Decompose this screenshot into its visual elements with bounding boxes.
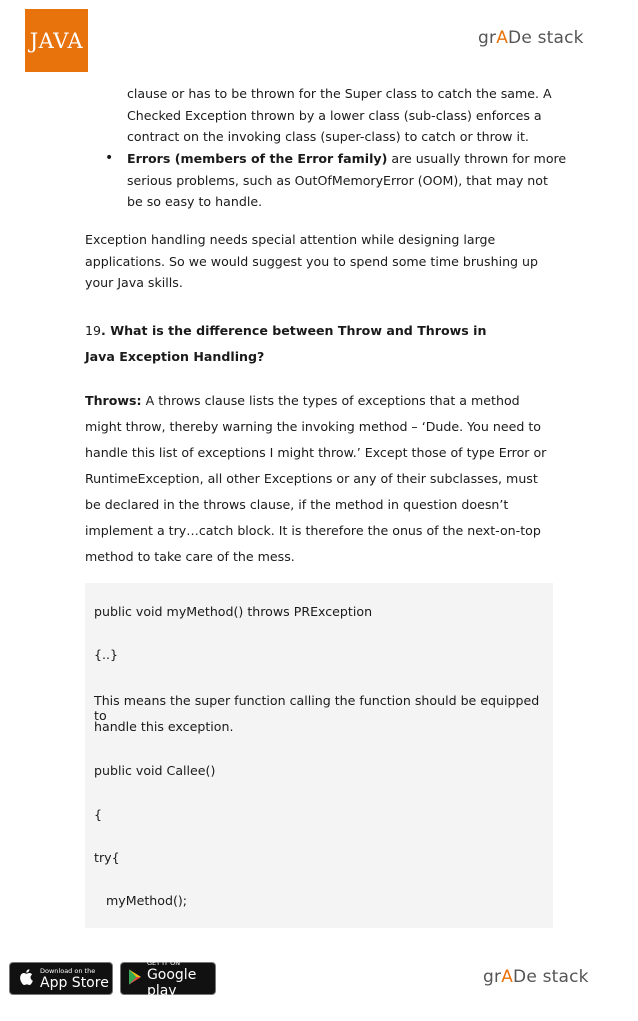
badge-small-text: GET IT ON [146, 958, 181, 967]
java-logo [25, 9, 88, 72]
throws-paragraph [85, 388, 555, 570]
gradestack-logo-top [478, 28, 584, 48]
bullet-dot: • [105, 150, 114, 166]
bullet-bold: Errors (members of the Error family) [127, 151, 388, 166]
brand-accent: A [496, 28, 509, 48]
throws-text: A throws clause lists the types of exceptions that a method might throw, thereby warning the invoking method – ‘Dude. You need to handle this list of exceptions I might throw.’ Except those of type Error or RuntimeException, all other Exceptions or any of their subclasses, must be declared in the throws clause, if the method in question doesn’t implement a try…catch block. It is therefore the onus of the next-on-top method to take care of the mess. [85, 393, 547, 564]
bullet-continuation: clause or has to be thrown for the Super class to catch the same. A Checked Exception thrown by a lower class (sub-class) enforces a contract on the invoking class (super-class) to catch or throw it. [127, 86, 552, 144]
intro-paragraph: Exception handling needs special attention while designing large applications. So we would suggest you to spend some time brushing up your Java skills. [85, 232, 539, 290]
code-line: {..} [94, 647, 119, 662]
gradestack-logo-bottom [483, 967, 589, 987]
brand-part: gr [483, 967, 502, 987]
code-line: This means the super function calling the function should be equipped to [94, 693, 540, 723]
question-text: . What is the difference between Throw and Throws in Java Exception Handling? [85, 323, 487, 364]
badge-big-text: Google play [146, 966, 197, 999]
code-line: { [94, 807, 103, 822]
code-line: try{ [94, 850, 120, 865]
code-line: handle this exception. [94, 719, 234, 734]
throws-label: Throws: [85, 393, 142, 408]
brand-part: De stack [513, 967, 589, 987]
badge-small-text: Download on the [40, 966, 96, 975]
question-heading [85, 318, 515, 370]
app-store-text [40, 967, 109, 991]
google-play-badge[interactable] [120, 958, 216, 999]
code-line: public void myMethod() throws PRException [94, 604, 373, 619]
bullet-rest: are usually thrown for more serious problems, such as OutOfMemoryError (OOM), that may not be so easy to handle. [127, 151, 567, 209]
code-line: myMethod(); [94, 893, 188, 908]
app-store-badge[interactable] [9, 962, 113, 995]
badge-big-text: App Store [40, 974, 109, 991]
apple-icon [15, 969, 37, 989]
brand-accent: A [501, 967, 514, 987]
brand-part: gr [478, 28, 497, 48]
code-box [85, 583, 553, 928]
google-play-text [147, 959, 215, 999]
question-number: 19 [85, 323, 102, 338]
bullet-item-errors [127, 148, 567, 213]
java-logo-text: JAVA [29, 28, 84, 53]
brand-part: De stack [508, 28, 584, 48]
play-triangle-icon [126, 969, 144, 989]
code-line: public void Callee() [94, 763, 216, 778]
